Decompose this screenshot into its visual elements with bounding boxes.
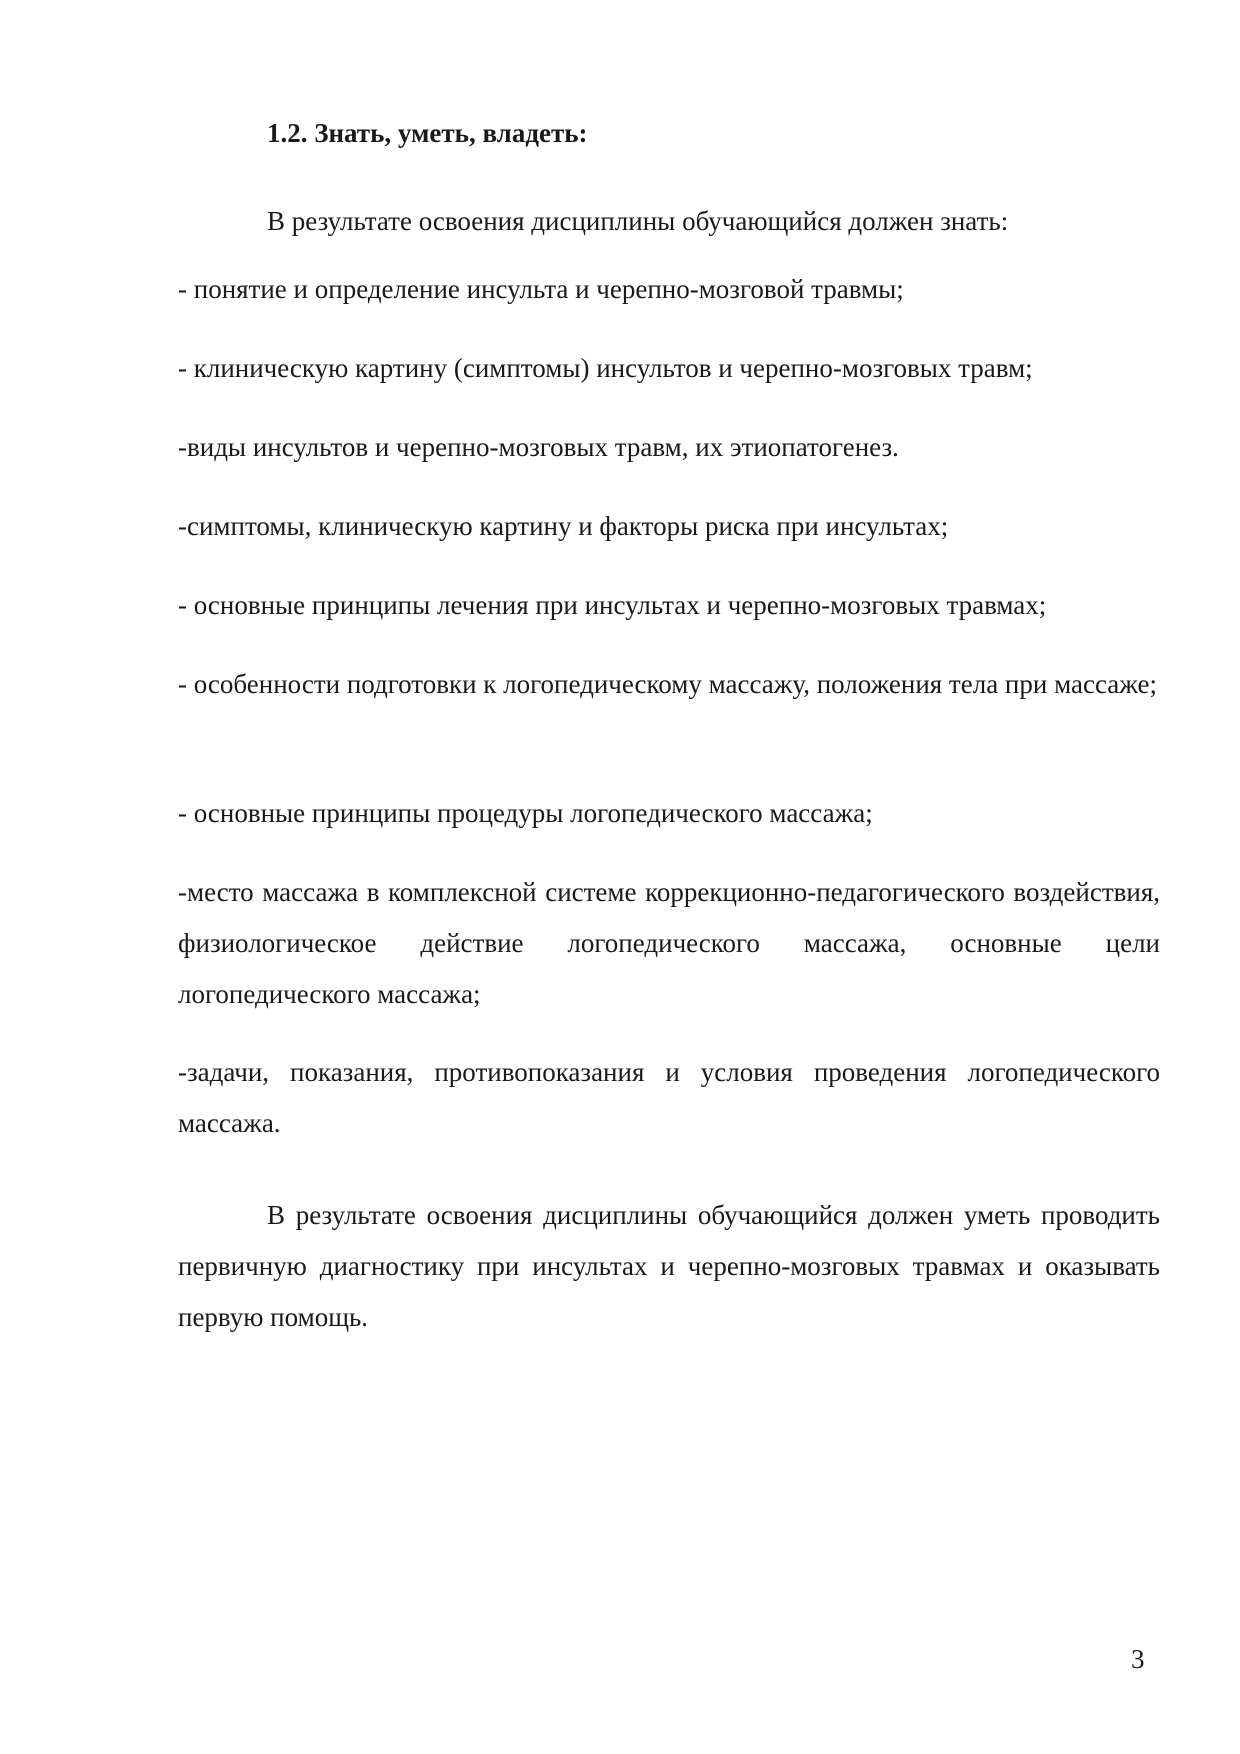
list-item: - основные принципы процедуры логопедического массажа; <box>178 798 873 828</box>
list-item: -виды инсультов и черепно-мозговых травм, их этиопатогенез. <box>178 432 899 462</box>
list-item: -симптомы, клиническую картину и факторы риска при инсультах; <box>178 511 949 541</box>
section-heading: 1.2. Знать, уметь, владеть: <box>267 118 588 148</box>
list-item: - понятие и определение инсульта и черепно-мозговой травмы; <box>178 274 904 304</box>
list-item: -место массажа в комплексной системе коррекционно-педагогического воздействия, физиологическое действие логопедического массажа, основные цели логопедического массажа; <box>178 877 1160 1009</box>
list-item: - основные принципы лечения при инсультах и черепно-мозговых травмах; <box>178 590 1047 620</box>
skills-paragraph: В результате освоения дисциплины обучающийся должен уметь проводить первичную диагностику при инсультах и черепно-мозговых травмах и оказывать первую помощь. <box>178 1200 1160 1332</box>
list-item: -задачи, показания, противопоказания и условия проведения логопедического массажа. <box>178 1057 1160 1138</box>
knowledge-intro: В результате освоения дисциплины обучающийся должен знать: <box>267 206 1009 236</box>
list-item: - особенности подготовки к логопедическому массажу, положения тела при массаже; <box>178 669 1158 699</box>
page-number: 3 <box>1131 1644 1145 1674</box>
list-item: - клиническую картину (симптомы) инсультов и черепно-мозговых травм; <box>178 353 1033 383</box>
